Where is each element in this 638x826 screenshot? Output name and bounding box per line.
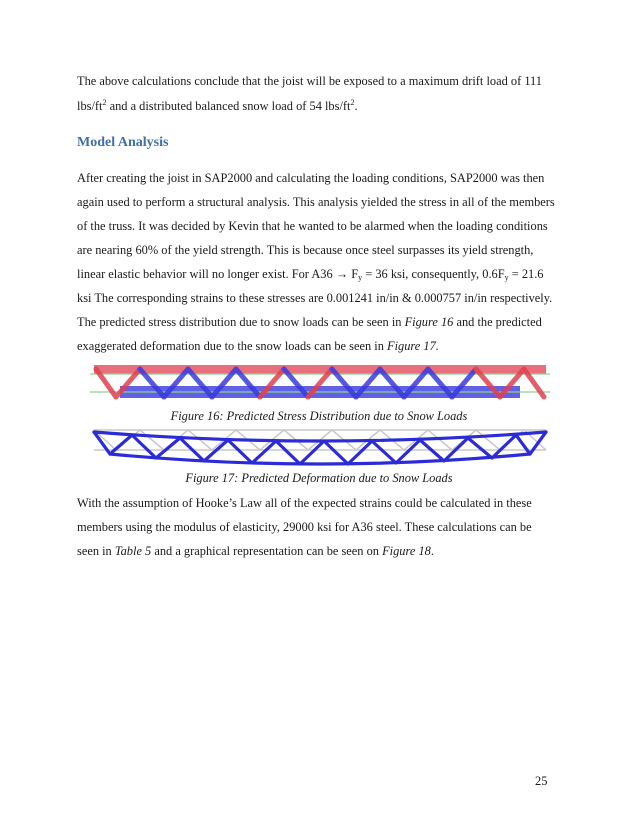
closing-line-2: members using the modulus of elasticity, 29000 ksi for A36 steel. These calculations can be	[77, 520, 532, 534]
body-line-3: of the truss. It was decided by Kevin that he wanted to be alarmed when the loading conditions	[77, 219, 548, 233]
body-line-1: After creating the joist in SAP2000 and calculating the loading conditions, SAP2000 was then	[77, 171, 545, 185]
closing-line-3: seen in Table 5 and a graphical representation can be seen on Figure 18.	[77, 544, 434, 558]
figure-16-caption: Figure 16: Predicted Stress Distribution due to Snow Loads	[170, 409, 468, 423]
body-line-2: again used to perform a structural analysis. This analysis yielded the stress in all of the members	[77, 195, 555, 209]
section-heading: Model Analysis	[77, 135, 169, 150]
body-line-7: The predicted stress distribution due to snow loads can be seen in Figure 16 and the predicted	[77, 315, 542, 329]
figure-17-caption: Figure 17: Predicted Deformation due to Snow Loads	[185, 471, 453, 485]
body-line-8: exaggerated deformation due to the snow loads can be seen in Figure 17.	[77, 339, 439, 353]
page-number: 25	[535, 774, 548, 788]
body-line-4: are nearing 60% of the yield strength. This is because once steel surpasses its yield strength,	[77, 243, 534, 257]
figure-16-stress-diagram	[90, 361, 550, 407]
body-line-5: linear elastic behavior will no longer exist. For $A36 \to F_y = 36$ ksi, consequently, $0.6F_y = 21.6$	[77, 267, 544, 282]
closing-line-1: With the assumption of Hooke’s Law all of the expected strains could be calculated in these	[77, 496, 532, 510]
intro-line-1: The above calculations conclude that the joist will be exposed to a maximum drift load of 111	[77, 74, 542, 88]
figure-17-deformation-diagram	[90, 424, 550, 472]
body-line-6: ksi The corresponding strains to these stresses are 0.001241 in/in & 0.000757 in/in respectively.	[77, 291, 553, 305]
intro-line-2: lbs/$ft^2$ and a distributed balanced snow load of 54 lbs/$ft^2$.	[77, 98, 358, 113]
